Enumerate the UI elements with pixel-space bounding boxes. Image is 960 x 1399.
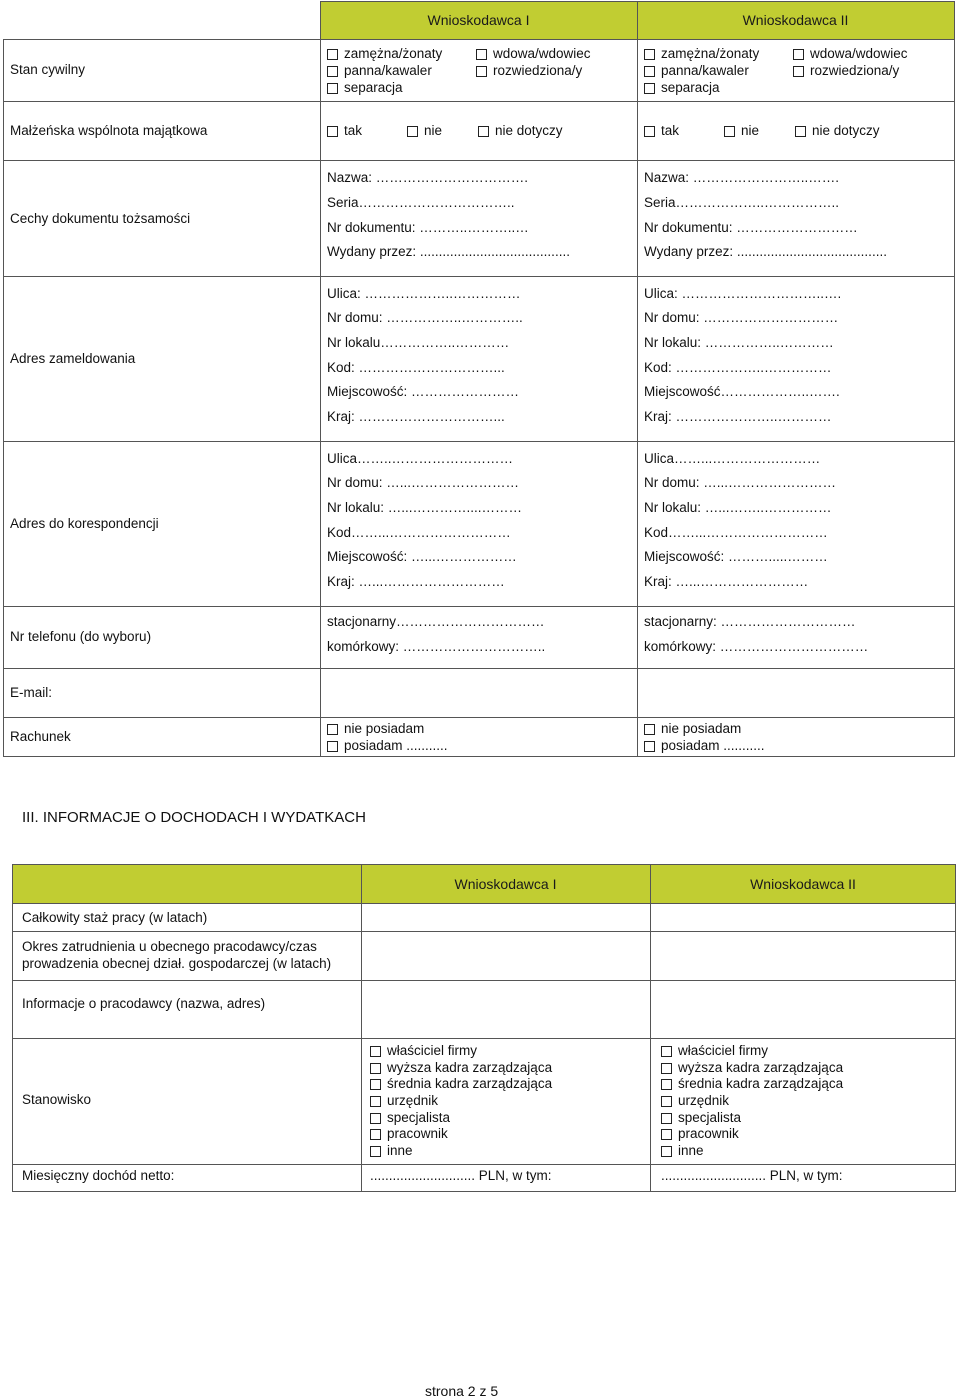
option-divorced-2[interactable]: rozwiedziona/y (793, 63, 899, 79)
label-email: E-mail: (10, 685, 53, 700)
option-no-account-2[interactable]: nie posiadam (644, 721, 741, 737)
corr-street-field-1[interactable]: Ulica……..……………………… (327, 451, 514, 466)
reg-house-field-1[interactable]: Nr domu: ……………..………….. (327, 310, 523, 325)
option-other-2[interactable]: inne (661, 1143, 704, 1159)
checkbox-icon[interactable] (661, 1129, 672, 1140)
checkbox-icon[interactable] (661, 1046, 672, 1057)
label-marital-status: Stan cywilny (10, 62, 86, 77)
option-na-2[interactable]: nie dotyczy (795, 123, 880, 139)
option-single-1[interactable]: panna/kawaler (327, 63, 432, 79)
checkbox-icon[interactable] (327, 66, 338, 77)
option-no-account-1[interactable]: nie posiadam (327, 721, 424, 737)
corr-city-field-1[interactable]: Miejscowość: …...……………… (327, 549, 517, 564)
reg-country-field-1[interactable]: Kraj: …………………………... (327, 409, 505, 424)
checkbox-icon[interactable] (644, 741, 655, 752)
corr-city-field-2[interactable]: Miejscowość: ……….....……… (644, 549, 828, 564)
label-employment-period-line1: Okres zatrudnienia u obecnego pracodawcy/czas (22, 939, 317, 954)
reg-postcode-field-1[interactable]: Kod: …………………………... (327, 360, 505, 375)
option-owner-1[interactable]: właściciel firmy (370, 1043, 477, 1059)
option-clerk-2[interactable]: urzędnik (661, 1093, 729, 1109)
option-employee-2[interactable]: pracownik (661, 1126, 739, 1142)
reg-city-field-1[interactable]: Miejscowość: …………………… (327, 384, 520, 399)
income-field-2[interactable]: ............................ PLN, w tym: (661, 1168, 843, 1183)
corr-postcode-field-2[interactable]: Kod……...……………………… (644, 525, 828, 540)
checkbox-icon[interactable] (327, 49, 338, 60)
option-has-account-1[interactable]: posiadam ........... (327, 738, 448, 754)
checkbox-icon[interactable] (476, 66, 487, 77)
option-married-1[interactable]: zamężna/żonaty (327, 46, 442, 62)
option-single-2[interactable]: panna/kawaler (644, 63, 749, 79)
checkbox-icon[interactable] (327, 126, 338, 137)
header-applicant-1: Wnioskodawca I (427, 12, 530, 28)
option-widowed-1[interactable]: wdowa/wdowiec (476, 46, 591, 62)
page-number: strona 2 z 5 (425, 1383, 499, 1399)
label-id-document: Cechy dokumentu tożsamości (10, 211, 191, 226)
phone-mobile-field-1[interactable]: komórkowy: ………………………….. (327, 639, 546, 654)
option-separated-1[interactable]: separacja (327, 80, 403, 96)
checkbox-icon[interactable] (795, 126, 806, 137)
checkbox-icon[interactable] (327, 724, 338, 735)
label-total-seniority: Całkowity staż pracy (w latach) (22, 910, 208, 925)
checkbox-icon[interactable] (661, 1146, 672, 1157)
option-yes-2[interactable]: tak (644, 123, 679, 139)
label-employment-period-line2: prowadzenia obecnej dział. gospodarczej (w latach) (22, 956, 332, 971)
doc-number-field-2[interactable]: Nr dokumentu: ……………………… (644, 220, 858, 235)
corr-house-field-1[interactable]: Nr domu: …...…………………… (327, 475, 520, 490)
doc-name-field-2[interactable]: Nazwa: ……………………..……. (644, 170, 840, 185)
checkbox-icon[interactable] (644, 724, 655, 735)
label-position: Stanowisko (22, 1092, 92, 1107)
checkbox-icon[interactable] (370, 1129, 381, 1140)
reg-city-field-2[interactable]: Miejscowość………………..……. (644, 384, 840, 399)
label-phone: Nr telefonu (do wyboru) (10, 629, 152, 644)
corr-street-field-2[interactable]: Ulica……...…………………… (644, 451, 821, 466)
option-specialist-1[interactable]: specjalista (370, 1110, 450, 1126)
doc-name-field-1[interactable]: Nazwa: ……………………………. (327, 170, 529, 185)
option-owner-2[interactable]: właściciel firmy (661, 1043, 768, 1059)
label-registered-address: Adres zameldowania (10, 351, 136, 366)
checkbox-icon[interactable] (644, 83, 655, 94)
section-title: III. INFORMACJE O DOCHODACH I WYDATKACH (22, 809, 366, 826)
checkbox-icon[interactable] (370, 1046, 381, 1057)
header-applicant-2: Wnioskodawca II (750, 876, 856, 892)
corr-country-field-1[interactable]: Kraj: …...……………………… (327, 574, 505, 589)
option-middle-management-1[interactable]: średnia kadra zarządzająca (370, 1076, 552, 1092)
doc-series-field-2[interactable]: Seria………………..…………….. (644, 195, 840, 210)
corr-house-field-2[interactable]: Nr domu: …...…………………… (644, 475, 837, 490)
phone-landline-field-2[interactable]: stacjonarny: ………………………… (644, 614, 856, 629)
checkbox-icon[interactable] (661, 1063, 672, 1074)
checkbox-icon[interactable] (370, 1146, 381, 1157)
reg-country-field-2[interactable]: Kraj: …………………..………… (644, 409, 832, 424)
checkbox-icon[interactable] (661, 1079, 672, 1090)
checkbox-icon[interactable] (644, 126, 655, 137)
option-top-management-1[interactable]: wyższa kadra zarządzająca (370, 1060, 552, 1076)
doc-series-field-1[interactable]: Seria…………………………….. (327, 195, 515, 210)
checkbox-icon[interactable] (478, 126, 489, 137)
option-yes-1[interactable]: tak (327, 123, 362, 139)
option-no-1[interactable]: nie (407, 123, 442, 139)
label-correspondence-address: Adres do korespondencji (10, 516, 159, 531)
checkbox-icon[interactable] (644, 49, 655, 60)
label-bank-account: Rachunek (10, 729, 71, 744)
checkbox-icon[interactable] (476, 49, 487, 60)
corr-postcode-field-1[interactable]: Kod……...……………………… (327, 525, 511, 540)
header-applicant-2: Wnioskodawca II (742, 12, 849, 28)
option-separated-2[interactable]: separacja (644, 80, 720, 96)
option-middle-management-2[interactable]: średnia kadra zarządzająca (661, 1076, 843, 1092)
checkbox-icon[interactable] (793, 66, 804, 77)
option-na-1[interactable]: nie dotyczy (478, 123, 563, 139)
reg-street-field-2[interactable]: Ulica: …………………………..…. (644, 286, 842, 301)
reg-postcode-field-2[interactable]: Kod: ………………..…………… (644, 360, 832, 375)
checkbox-icon[interactable] (793, 49, 804, 60)
checkbox-icon[interactable] (370, 1063, 381, 1074)
checkbox-icon[interactable] (407, 126, 418, 137)
option-clerk-1[interactable]: urzędnik (370, 1093, 438, 1109)
option-married-2[interactable]: zamężna/żonaty (644, 46, 759, 62)
label-net-income: Miesięczny dochód netto: (22, 1168, 175, 1183)
option-employee-1[interactable]: pracownik (370, 1126, 448, 1142)
checkbox-icon[interactable] (661, 1096, 672, 1107)
income-field-1[interactable]: ............................ PLN, w tym: (370, 1168, 552, 1183)
label-property-community: Małżeńska wspólnota majątkowa (10, 123, 208, 138)
checkbox-icon[interactable] (370, 1113, 381, 1124)
reg-flat-field-2[interactable]: Nr lokalu: ……………..………… (644, 335, 834, 350)
doc-number-field-1[interactable]: Nr dokumentu: ………..………..… (327, 220, 529, 235)
option-no-2[interactable]: nie (724, 123, 759, 139)
reg-flat-field-1[interactable]: Nr lokalu……………..………… (327, 335, 510, 350)
option-specialist-2[interactable]: specjalista (661, 1110, 741, 1126)
corr-flat-field-1[interactable]: Nr lokalu: …...…………....……… (327, 500, 523, 515)
doc-issuer-field-2[interactable]: Wydany przez: ........................................ (644, 244, 887, 259)
doc-issuer-field-1[interactable]: Wydany przez: ........................................ (327, 244, 570, 259)
reg-street-field-1[interactable]: Ulica: ………………..…………… (327, 286, 521, 301)
option-divorced-1[interactable]: rozwiedziona/y (476, 63, 582, 79)
checkbox-icon[interactable] (661, 1113, 672, 1124)
phone-landline-field-1[interactable]: stacjonarny…………………………… (327, 614, 545, 629)
phone-mobile-field-2[interactable]: komórkowy: …………………………… (644, 639, 869, 654)
reg-house-field-2[interactable]: Nr domu: ………………………… (644, 310, 839, 325)
checkbox-icon[interactable] (327, 83, 338, 94)
option-top-management-2[interactable]: wyższa kadra zarządzająca (661, 1060, 843, 1076)
option-widowed-2[interactable]: wdowa/wdowiec (793, 46, 908, 62)
checkbox-icon[interactable] (724, 126, 735, 137)
checkbox-icon[interactable] (644, 66, 655, 77)
checkbox-icon[interactable] (327, 741, 338, 752)
checkbox-icon[interactable] (370, 1096, 381, 1107)
corr-flat-field-2[interactable]: Nr lokalu: …...……..…………… (644, 500, 832, 515)
corr-country-field-2[interactable]: Kraj: …...…………………… (644, 574, 809, 589)
option-other-1[interactable]: inne (370, 1143, 413, 1159)
checkbox-icon[interactable] (370, 1079, 381, 1090)
option-has-account-2[interactable]: posiadam ........... (644, 738, 765, 754)
label-employer-info: Informacje o pracodawcy (nazwa, adres) (22, 996, 266, 1011)
header-applicant-1: Wnioskodawca I (454, 876, 557, 892)
